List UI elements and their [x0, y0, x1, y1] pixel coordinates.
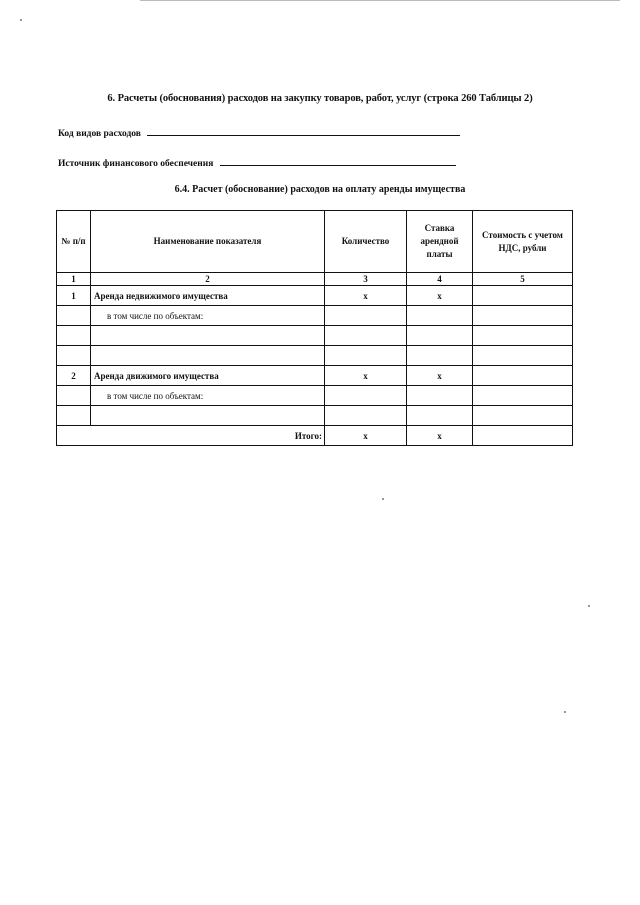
row-num: 2: [57, 366, 91, 386]
row-cost[interactable]: [473, 306, 573, 326]
table-header-row: [57, 211, 573, 273]
expense-code-field: [58, 126, 460, 139]
row-rate[interactable]: [407, 326, 473, 346]
row-rate: x: [407, 286, 473, 306]
row-num[interactable]: [57, 406, 91, 426]
row-qty: x: [325, 366, 407, 386]
row-qty[interactable]: [325, 386, 407, 406]
row-qty[interactable]: [325, 326, 407, 346]
total-qty: x: [325, 426, 407, 446]
page-title: 6. Расчеты (обоснования) расходов на закупку товаров, работ, услуг (строка 260 Таблицы 2): [107, 93, 533, 104]
row-name: Аренда движимого имущества: [91, 366, 325, 386]
row-num[interactable]: [57, 326, 91, 346]
row-cost[interactable]: [473, 346, 573, 366]
col-number: 2: [91, 273, 325, 286]
col-number: 5: [473, 273, 573, 286]
row-cost[interactable]: [473, 386, 573, 406]
row-name[interactable]: [91, 346, 325, 366]
row-cost[interactable]: [473, 406, 573, 426]
scan-speck: [20, 19, 22, 21]
scan-speck: [382, 498, 384, 500]
row-num[interactable]: [57, 346, 91, 366]
expense-code-label: Код видов расходов: [58, 129, 141, 139]
header-rate: Ставка арендной платы: [407, 211, 473, 273]
column-numbers-row: [57, 273, 573, 286]
row-name[interactable]: [91, 326, 325, 346]
table-row: [57, 406, 573, 426]
section-title: 6.4. Расчет (обоснование) расходов на оплату аренды имущества: [174, 184, 466, 195]
row-cost[interactable]: [473, 326, 573, 346]
row-qty[interactable]: [325, 346, 407, 366]
row-name: Аренда недвижимого имущества: [91, 286, 325, 306]
table-row: [57, 366, 573, 386]
rent-expense-table: [56, 210, 573, 446]
row-cost[interactable]: [473, 366, 573, 386]
row-rate[interactable]: [407, 386, 473, 406]
table-row: [57, 326, 573, 346]
total-cost[interactable]: [473, 426, 573, 446]
scan-speck: [564, 711, 566, 713]
scan-speck: [588, 605, 590, 607]
header-num: № п/п: [57, 211, 91, 273]
header-cost: Стоимость с учетом НДС, рубли: [473, 211, 573, 273]
row-num: 1: [57, 286, 91, 306]
funding-source-field: [58, 156, 456, 169]
col-number: 1: [57, 273, 91, 286]
header-qty: Количество: [325, 211, 407, 273]
header-name: Наименование показателя: [91, 211, 325, 273]
funding-source-blank[interactable]: [220, 156, 456, 166]
row-rate: x: [407, 366, 473, 386]
row-name[interactable]: [91, 406, 325, 426]
row-rate[interactable]: [407, 346, 473, 366]
row-qty[interactable]: [325, 306, 407, 326]
row-name: в том числе по объектам:: [91, 386, 325, 406]
row-rate[interactable]: [407, 306, 473, 326]
table-row: [57, 286, 573, 306]
row-name: в том числе по объектам:: [91, 306, 325, 326]
col-number: 3: [325, 273, 407, 286]
expense-code-blank[interactable]: [147, 126, 460, 136]
table-row: [57, 306, 573, 326]
funding-source-label: Источник финансового обеспечения: [58, 159, 214, 169]
total-label: Итого:: [57, 426, 325, 446]
row-num: [57, 386, 91, 406]
scan-edge-line: [140, 0, 620, 1]
row-qty[interactable]: [325, 406, 407, 426]
col-number: 4: [407, 273, 473, 286]
table-row: [57, 386, 573, 406]
total-row: [57, 426, 573, 446]
row-num: [57, 306, 91, 326]
row-rate[interactable]: [407, 406, 473, 426]
row-qty: x: [325, 286, 407, 306]
total-rate: x: [407, 426, 473, 446]
table-row: [57, 346, 573, 366]
row-cost[interactable]: [473, 286, 573, 306]
